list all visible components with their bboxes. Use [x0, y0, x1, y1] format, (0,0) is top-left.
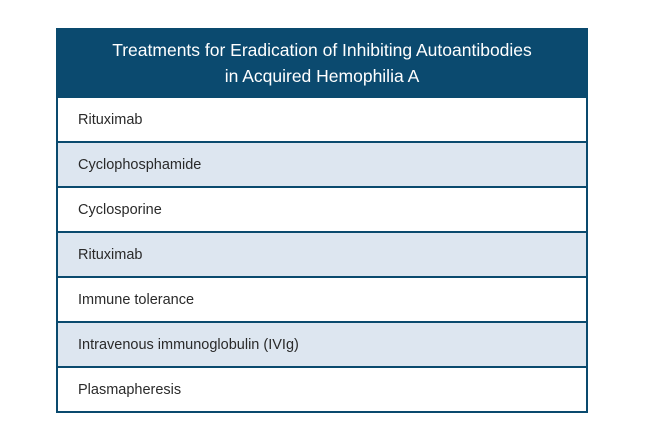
- table-row: [58, 96, 586, 141]
- treatment-name: Cyclophosphamide: [78, 156, 202, 173]
- table-row: [58, 186, 586, 231]
- treatment-name: Rituximab: [78, 246, 143, 263]
- table-row: [58, 366, 586, 411]
- treatments-table: [56, 28, 588, 413]
- table-row: [58, 141, 586, 186]
- table-title-line-2: in Acquired Hemophilia A: [224, 66, 420, 86]
- table-row: [58, 276, 586, 321]
- table-title: [112, 37, 532, 89]
- table-title-line-1: Treatments for Eradication of Inhibiting Autoantibodies: [112, 40, 532, 60]
- treatment-name: Cyclosporine: [78, 201, 162, 218]
- table-row: [58, 231, 586, 276]
- table-row: [58, 321, 586, 366]
- treatment-name: Plasmapheresis: [78, 381, 182, 398]
- table-header: [58, 30, 586, 96]
- treatment-name: Rituximab: [78, 111, 143, 128]
- treatment-name: Intravenous immunoglobulin (IVIg): [78, 336, 299, 353]
- treatment-name: Immune tolerance: [78, 291, 195, 308]
